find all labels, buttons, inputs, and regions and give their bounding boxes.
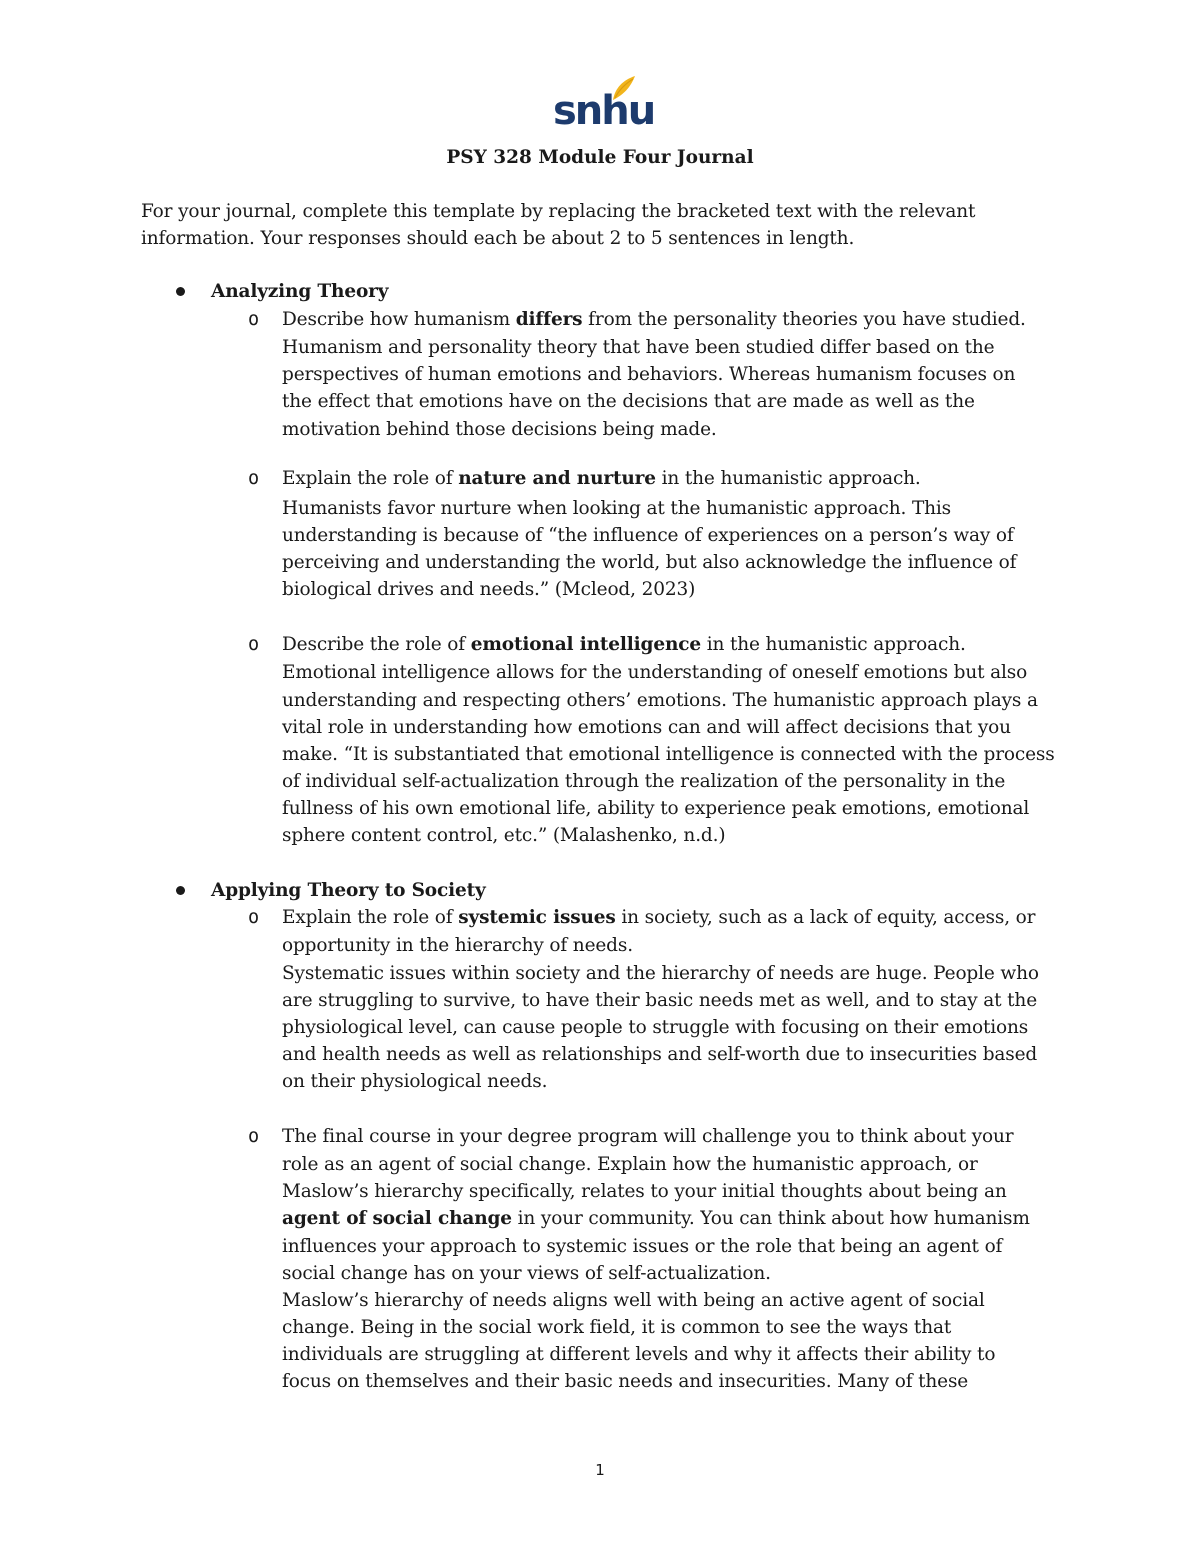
bullet-icon bbox=[176, 886, 185, 895]
response-line: Humanism and personality theory that have been studied differ based on the bbox=[282, 337, 995, 358]
intro-line: For your journal, complete this template by replacing the bracketed text with the relevant bbox=[141, 201, 976, 222]
prompt-text: agent of social change in your community. You can think about how humanism bbox=[282, 1208, 1030, 1229]
response-line: Systematic issues within society and the hierarchy of needs are huge. People who bbox=[282, 963, 1039, 984]
response-line: fullness of his own emotional life, ability to experience peak emotions, emotional bbox=[282, 798, 1030, 819]
intro-line: information. Your responses should each be about 2 to 5 sentences in length. bbox=[141, 228, 855, 249]
sub-bullet-marker: o bbox=[248, 309, 260, 330]
prompt-text: Describe how humanism differs from the personality theories you have studied. bbox=[282, 309, 1026, 330]
response-line: and health needs as well as relationships and self-worth due to insecurities based bbox=[282, 1044, 1038, 1065]
prompt-text: role as an agent of social change. Explain how the humanistic approach, or bbox=[282, 1154, 978, 1175]
prompt-text: opportunity in the hierarchy of needs. bbox=[282, 935, 633, 956]
bullet-icon bbox=[176, 287, 185, 296]
sub-bullet-marker: o bbox=[248, 1126, 260, 1147]
prompt-text: Explain the role of nature and nurture in the humanistic approach. bbox=[282, 468, 921, 489]
prompt-text: Explain the role of systemic issues in society, such as a lack of equity, access, or bbox=[282, 907, 1036, 928]
response-line: perceiving and understanding the world, but also acknowledge the influence of bbox=[282, 552, 1017, 573]
response-line: Emotional intelligence allows for the understanding of oneself emotions but also bbox=[282, 662, 1028, 683]
prompt-text: Describe the role of emotional intelligence in the humanistic approach. bbox=[282, 634, 966, 655]
page-title: PSY 328 Module Four Journal bbox=[446, 147, 754, 168]
response-line: understanding and respecting others’ emotions. The humanistic approach plays a bbox=[282, 690, 1038, 711]
response-line: of individual self-actualization through the realization of the personality in the bbox=[282, 771, 1006, 792]
logo-wordmark: snhu bbox=[553, 88, 655, 134]
response-line: sphere content control, etc.” (Malashenko, n.d.) bbox=[282, 825, 726, 846]
section-heading: Applying Theory to Society bbox=[211, 880, 486, 901]
page-number: 1 bbox=[595, 1461, 605, 1479]
response-line: the effect that emotions have on the decisions that are made as well as the bbox=[282, 391, 975, 412]
response-line: are struggling to survive, to have their basic needs met as well, and to stay at the bbox=[282, 990, 1037, 1011]
response-line: perspectives of human emotions and behaviors. Whereas humanism focuses on bbox=[282, 364, 1016, 385]
prompt-text: influences your approach to systemic issues or the role that being an agent of bbox=[282, 1236, 1003, 1257]
sub-bullet-marker: o bbox=[248, 907, 260, 928]
sub-bullet-marker: o bbox=[248, 634, 260, 655]
response-line: Humanists favor nurture when looking at the humanistic approach. This bbox=[282, 498, 952, 519]
response-line: focus on themselves and their basic needs and insecurities. Many of these bbox=[282, 1371, 969, 1392]
response-line: vital role in understanding how emotions can and will affect decisions that you bbox=[282, 717, 1011, 738]
prompt-text: The final course in your degree program will challenge you to think about your bbox=[282, 1126, 1014, 1147]
response-line: understanding is because of “the influence of experiences on a person’s way of bbox=[282, 525, 1014, 546]
response-line: make. “It is substantiated that emotional intelligence is connected with the process bbox=[282, 744, 1055, 765]
response-line: on their physiological needs. bbox=[282, 1071, 548, 1092]
snhu-logo bbox=[553, 72, 655, 134]
prompt-text: social change has on your views of self-actualization. bbox=[282, 1263, 771, 1284]
response-line: physiological level, can cause people to struggle with focusing on their emotions bbox=[282, 1017, 1029, 1038]
response-line: biological drives and needs.” (Mcleod, 2023) bbox=[282, 579, 696, 600]
response-line: Maslow’s hierarchy of needs aligns well with being an active agent of social bbox=[282, 1290, 985, 1311]
section-heading: Analyzing Theory bbox=[211, 281, 389, 302]
response-line: change. Being in the social work field, it is common to see the ways that bbox=[282, 1317, 952, 1338]
response-line: motivation behind those decisions being made. bbox=[282, 419, 717, 440]
response-line: individuals are struggling at different levels and why it affects their ability to bbox=[282, 1344, 996, 1365]
sub-bullet-marker: o bbox=[248, 468, 260, 489]
prompt-text: Maslow’s hierarchy specifically, relates to your initial thoughts about being an bbox=[282, 1181, 1007, 1202]
